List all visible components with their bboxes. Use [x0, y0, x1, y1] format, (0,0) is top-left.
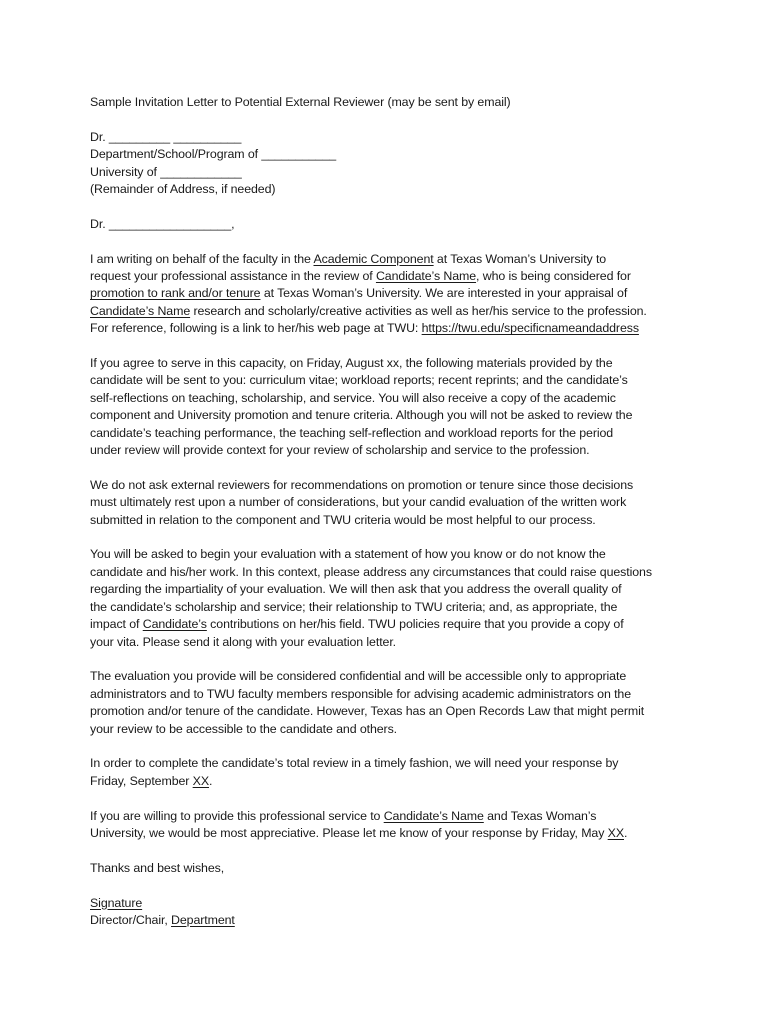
spacer	[90, 738, 690, 755]
spacer	[90, 651, 690, 668]
address-line: Department/School/Program of ___________	[90, 147, 337, 162]
text-run: Friday, September	[90, 773, 193, 788]
paragraph-line: your review to be accessible to the candidate and others.	[90, 721, 398, 736]
spacer	[90, 338, 690, 355]
closing: Thanks and best wishes,	[90, 860, 225, 875]
text-run: I am writing on behalf of the faculty in the	[90, 251, 314, 266]
paragraph-line	[90, 303, 690, 320]
paragraph-materials	[90, 355, 690, 459]
text-run: and Texas Woman’s	[483, 808, 597, 823]
paragraph-line: If you agree to serve in this capacity, on Friday, August xx, the following materials provided by the	[90, 356, 613, 371]
text-run: .	[209, 773, 213, 788]
text-run: request your professional assistance in the review of	[90, 269, 376, 284]
paragraph-line	[90, 773, 690, 790]
address-line: (Remainder of Address, if needed)	[90, 182, 276, 197]
text-run: Director/Chair,	[90, 912, 172, 927]
paragraph-line	[90, 616, 690, 633]
date-placeholder: XX	[607, 825, 624, 840]
paragraph-line: The evaluation you provide will be considered confidential and will be accessible only to appropriate	[90, 669, 627, 684]
paragraph-line	[90, 251, 690, 268]
paragraph-line: candidate will be sent to you: curriculum vitae; workload reports; recent reprints; and the candidate’s	[90, 373, 628, 388]
paragraph-line: must ultimately rest upon a number of considerations, but your candid evaluation of the written work	[90, 495, 627, 510]
paragraph-request	[90, 808, 690, 843]
paragraph-line: the candidate’s scholarship and service; their relationship to TWU criteria; and, as appropriate, the	[90, 599, 618, 614]
paragraph-line: In order to complete the candidate’s total review in a timely fashion, we will need your response by	[90, 756, 619, 771]
paragraph-evaluation	[90, 546, 690, 650]
paragraph-line	[90, 825, 690, 842]
text-run: University, we would be most appreciative. Please let me know of your response by Friday, May	[90, 825, 608, 840]
text-run: .	[624, 825, 628, 840]
paragraph-line	[90, 320, 690, 337]
recipient-address	[90, 129, 690, 199]
paragraph-line: under review will provide context for your review of scholarship and service to the profession.	[90, 443, 590, 458]
candidate-name-placeholder: Candidate’s Name	[90, 303, 191, 318]
paragraph-line: You will be asked to begin your evaluation with a statement of how you know or do not know the	[90, 547, 606, 562]
paragraph-confidentiality	[90, 668, 690, 738]
promotion-placeholder: promotion to rank and/or tenure	[90, 286, 261, 301]
paragraph-line: promotion and/or tenure of the candidate. However, Texas has an Open Records Law that might permit	[90, 704, 645, 719]
text-run: For reference, following is a link to her/his web page at TWU:	[90, 321, 422, 336]
candidate-placeholder: Candidate’s	[142, 617, 207, 632]
text-run: research and scholarly/creative activities as well as her/his service to the profession.	[190, 303, 647, 318]
text-run: impact of	[90, 617, 143, 632]
paragraph-line	[90, 285, 690, 302]
paragraph-recommendations	[90, 477, 690, 529]
address-line: University of ____________	[90, 164, 242, 179]
web-page-link[interactable]: https://twu.edu/specificnameandaddress	[421, 321, 639, 336]
department-placeholder: Department	[171, 912, 235, 927]
paragraph-intro	[90, 251, 690, 338]
paragraph-line	[90, 808, 690, 825]
spacer	[90, 198, 690, 215]
spacer	[90, 233, 690, 250]
spacer	[90, 842, 690, 859]
paragraph-line: We do not ask external reviewers for recommendations on promotion or tenure since those decisions	[90, 477, 634, 492]
spacer	[90, 790, 690, 807]
candidate-name-placeholder: Candidate’s Name	[383, 808, 484, 823]
text-run: at Texas Woman’s University to	[433, 251, 607, 266]
paragraph-line: candidate and his/her work. In this context, please address any circumstances that could raise questions	[90, 564, 652, 579]
text-run: contributions on her/his field. TWU policies require that you provide a copy of	[206, 617, 624, 632]
date-placeholder: XX	[192, 773, 209, 788]
salutation: Dr. __________________,	[90, 216, 235, 231]
paragraph-line: your vita. Please send it along with your evaluation letter.	[90, 634, 397, 649]
text-run: at Texas Woman’s University. We are interested in your appraisal of	[260, 286, 628, 301]
spacer	[90, 111, 690, 128]
spacer	[90, 529, 690, 546]
text-run: If you are willing to provide this professional service to	[90, 808, 384, 823]
paragraph-line: regarding the impartiality of your evaluation. We will then ask that you address the overall quality of	[90, 582, 622, 597]
paragraph-line: self-reflections on teaching, scholarship, and service. You will also receive a copy of the academic	[90, 390, 616, 405]
paragraph-line: administrators and to TWU faculty members responsible for advising academic administrators on the	[90, 686, 632, 701]
spacer	[90, 877, 690, 894]
paragraph-line	[90, 268, 690, 285]
letter-page	[90, 94, 690, 929]
spacer	[90, 459, 690, 476]
signature-placeholder: Signature	[90, 895, 143, 910]
letter-title: Sample Invitation Letter to Potential External Reviewer (may be sent by email)	[90, 95, 511, 109]
paragraph-line: submitted in relation to the component and TWU criteria would be most helpful to our process.	[90, 512, 596, 527]
paragraph-line: candidate’s teaching performance, the teaching self-reflection and workload reports for the period	[90, 425, 614, 440]
address-line: Dr. _________ __________	[90, 129, 242, 144]
signer-role	[90, 912, 690, 929]
paragraph-deadline	[90, 755, 690, 790]
paragraph-line: component and University promotion and tenure criteria. Although you will not be asked to review the	[90, 408, 633, 423]
academic-component-placeholder: Academic Component	[313, 251, 434, 266]
candidate-name-placeholder: Candidate’s Name	[375, 269, 477, 284]
text-run: , who is being considered for	[476, 269, 631, 284]
